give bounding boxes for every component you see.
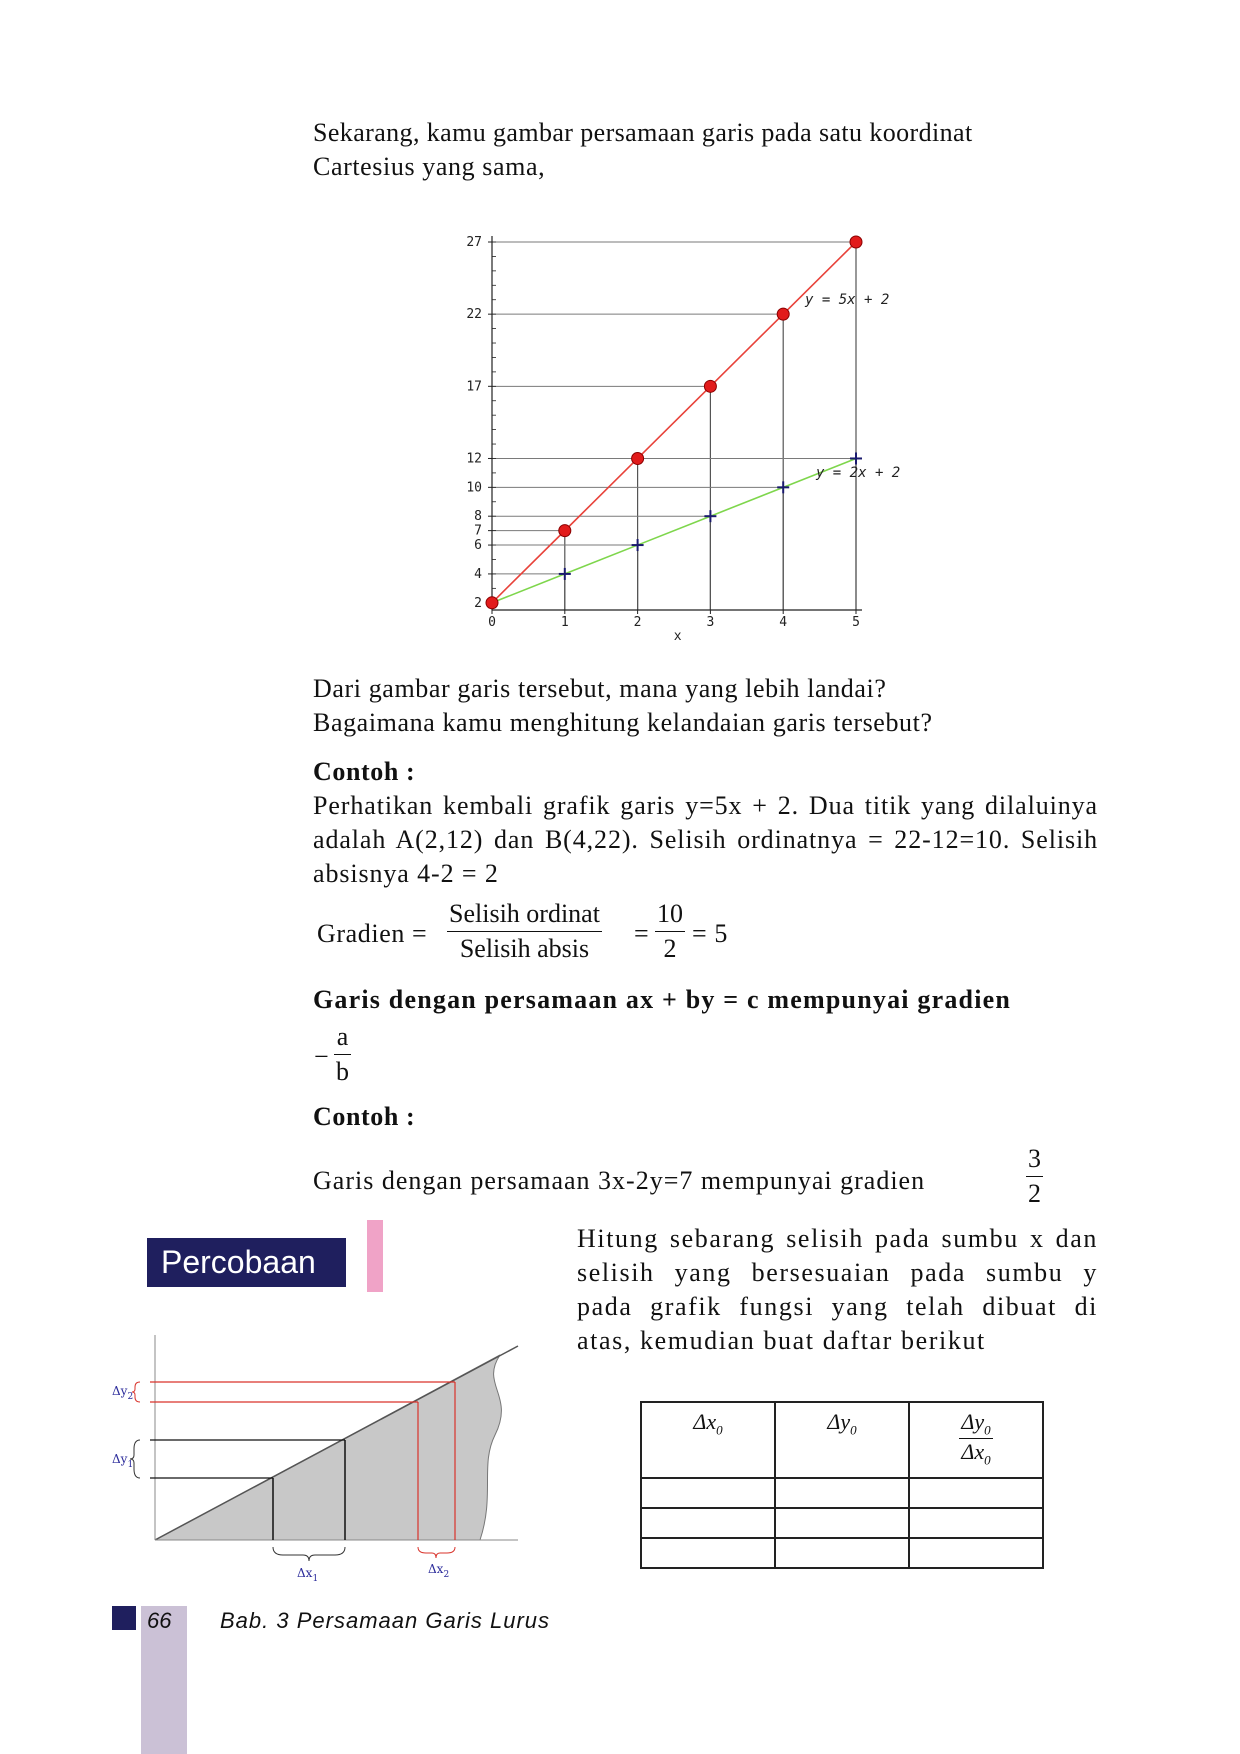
questions <box>313 672 1100 740</box>
rule-denominator: b <box>336 1057 349 1086</box>
formula-fraction-1 <box>447 899 602 964</box>
data-point-red <box>850 236 862 248</box>
difference-illustration <box>100 1325 530 1605</box>
table-cell[interactable] <box>909 1538 1043 1568</box>
y-tick-label: 12 <box>466 451 482 467</box>
intro-line-2: Cartesius yang sama, <box>313 152 546 181</box>
series-label-1: y = 5x + 2 <box>805 292 890 309</box>
table-cell[interactable] <box>641 1478 775 1508</box>
example2-denominator: 2 <box>1028 1179 1041 1208</box>
table-cell[interactable] <box>641 1538 775 1568</box>
y-tick-label: 27 <box>466 235 482 250</box>
x-tick-label: 4 <box>779 615 788 630</box>
y-tick-label: 10 <box>466 480 482 496</box>
x-tick-label: 2 <box>633 615 642 630</box>
chapter-title: Bab. 3 Persamaan Garis Lurus <box>220 1608 551 1633</box>
header-dy: $\Delta y_0$ <box>775 1402 909 1478</box>
table-cell[interactable] <box>775 1478 909 1508</box>
data-point-red <box>632 452 644 464</box>
question-2: Bagaimana kamu menghitung kelandaian garis tersebut? <box>313 708 933 737</box>
table-row <box>641 1538 1043 1568</box>
table-cell[interactable] <box>775 1538 909 1568</box>
example2-text: Garis dengan persamaan 3x-2y=7 mempunyai gradien <box>313 1166 926 1195</box>
data-point-red <box>559 525 571 537</box>
table-cell[interactable] <box>641 1508 775 1538</box>
example2-numerator: 3 <box>1028 1144 1041 1173</box>
question-1: Dari gambar garis tersebut, mana yang lebih landai? <box>313 674 887 703</box>
header-dy-over-dx: $\frac{\Delta y_0}{\Delta x_0}$ <box>909 1402 1043 1478</box>
formula-denominator: Selisih absis <box>459 934 590 963</box>
fraction-bar <box>655 931 685 932</box>
data-point-red <box>777 308 789 320</box>
percobaan-text: Hitung sebarang selisih pada sumbu x dan selisih yang bersesuaian pada sumbu y pada grafik fungsi yang telah dibuat di atas, kemudian buat daftar berikut <box>577 1224 1098 1355</box>
rule-fraction <box>334 1022 351 1087</box>
x-tick-label: 1 <box>560 615 569 630</box>
table-row <box>641 1508 1043 1538</box>
fraction-bar <box>334 1054 351 1055</box>
footer-square <box>112 1606 136 1630</box>
fraction-bar <box>1026 1176 1043 1177</box>
header-dx: $\Delta x_0$ <box>641 1402 775 1478</box>
table-cell[interactable] <box>909 1508 1043 1538</box>
y-tick-label: 17 <box>466 379 482 395</box>
table-row <box>641 1478 1043 1508</box>
example1-heading: Contoh : <box>313 757 416 786</box>
x-tick-label: 5 <box>852 615 860 630</box>
table-cell[interactable] <box>775 1508 909 1538</box>
formula-equals: = <box>634 919 650 948</box>
x-tick-label: 3 <box>706 615 715 630</box>
page-number: 66 <box>147 1608 172 1633</box>
y-tick-label: 22 <box>466 307 482 323</box>
decorative-pink-bar <box>367 1220 383 1292</box>
y-tick-label: 2 <box>474 595 482 611</box>
percobaan-badge: Percobaan <box>147 1238 346 1287</box>
example1-text: Perhatikan kembali grafik garis y=5x + 2. Dua titik yang dilaluinya adalah A(2,12) dan B(4,22). Selisih ordinatnya = 22-12=10. Selisih absisnya 4-2 = 2 <box>313 791 1098 888</box>
x-axis-label: x <box>673 629 682 644</box>
y-tick-label: 6 <box>474 538 482 554</box>
line-chart <box>440 220 920 660</box>
dx1-label: $\Delta x_1$ <box>297 1566 319 1584</box>
fraction-bar <box>447 931 602 932</box>
y-tick-label: 8 <box>474 509 482 525</box>
intro-paragraph <box>313 116 1100 184</box>
example2-fraction <box>1026 1144 1043 1209</box>
data-point-red <box>704 380 716 392</box>
formula-denominator-2: 2 <box>663 934 677 963</box>
dy1-label: $\Delta y_1$ <box>112 1452 134 1470</box>
formula-lhs: Gradien = <box>317 919 428 948</box>
x-tick-label: 0 <box>488 615 496 630</box>
formula-result: = 5 <box>692 919 728 948</box>
dx2-label: $\Delta x_2$ <box>428 1562 450 1580</box>
formula-numerator: Selisih ordinat <box>449 899 600 928</box>
intro-line-1: Sekarang, kamu gambar persamaan garis pada satu koordinat <box>313 118 973 147</box>
table-cell[interactable] <box>909 1478 1043 1508</box>
rule-numerator: a <box>336 1022 349 1051</box>
rule-minus-sign: − <box>314 1042 330 1071</box>
dy2-label: $\Delta y_2$ <box>112 1384 134 1402</box>
example2-heading: Contoh : <box>313 1102 416 1131</box>
y-tick-label: 7 <box>474 523 482 539</box>
y-tick-label: 4 <box>474 566 482 582</box>
formula-fraction-2 <box>655 899 685 964</box>
table-header-row <box>641 1402 1043 1478</box>
chart-background <box>446 226 916 654</box>
formula-numerator-2: 10 <box>657 899 683 928</box>
rule-text: Garis dengan persamaan ax + by = c mempunyai gradien <box>313 985 1012 1014</box>
data-point-red <box>486 597 498 609</box>
series-label-2: y = 2x + 2 <box>815 465 901 482</box>
difference-table <box>640 1401 1044 1569</box>
